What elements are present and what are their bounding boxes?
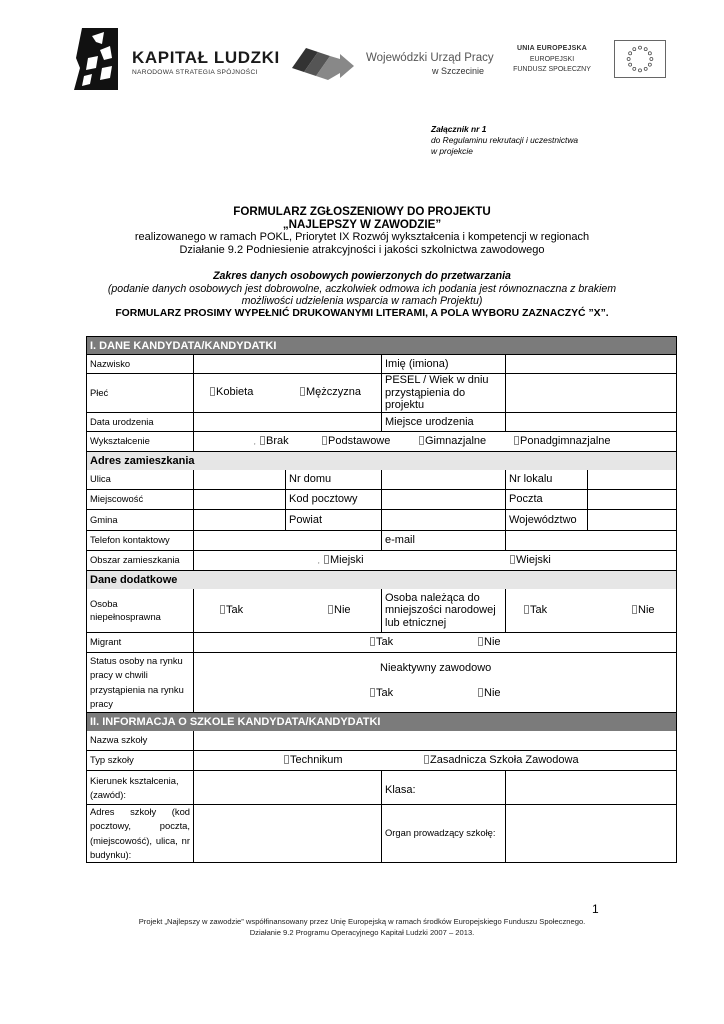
eu-flag-icon bbox=[614, 40, 666, 78]
application-form bbox=[86, 336, 677, 863]
footer-program-note: Działanie 9.2 Programu Operacyjnego Kapitał Ludzki 2007 – 2013. bbox=[249, 928, 475, 938]
county-label: Powiat bbox=[285, 510, 381, 530]
data-consent-note-2: możliwości udzielenia wsparcia w ramach Projektu) bbox=[241, 295, 483, 307]
migrant-options bbox=[193, 633, 676, 652]
commune-label: Gmina bbox=[90, 513, 118, 525]
school-name-field[interactable] bbox=[193, 731, 676, 750]
attachment-number: Załącznik nr 1 bbox=[431, 124, 487, 134]
school-type-label: Typ szkoły bbox=[90, 754, 134, 766]
birth-place-field[interactable] bbox=[505, 413, 676, 431]
gender-label: Płeć bbox=[90, 386, 109, 398]
birth-place-label: Miejsce urodzenia bbox=[381, 413, 505, 431]
additional-data-heading: Dane dodatkowe bbox=[87, 571, 676, 589]
checkbox-icon[interactable] bbox=[632, 605, 637, 614]
attachment-ref-2: w projekcie bbox=[431, 146, 473, 157]
wup-logo bbox=[292, 42, 492, 86]
minority-label: Osoba należąca do mniejszości narodowej lub etnicznej bbox=[381, 589, 505, 632]
disability-label: Osoba niepełnosprawna bbox=[90, 598, 161, 622]
inactive-no-option[interactable]: Nie bbox=[478, 687, 501, 700]
section-1-heading: I. DANE KANDYDATA/KANDYDATKI bbox=[87, 337, 676, 354]
postal-code-field[interactable] bbox=[381, 490, 505, 509]
school-vocational-option[interactable]: Zasadnicza Szkoła Zawodowa bbox=[424, 754, 579, 767]
labor-status-options bbox=[193, 653, 676, 712]
field-of-study-field[interactable] bbox=[193, 771, 381, 804]
gender-options bbox=[193, 374, 381, 412]
kapital-ludzki-subtitle: NARODOWA STRATEGIA SPÓJNOŚCI bbox=[132, 69, 258, 76]
checkbox-icon[interactable] bbox=[328, 605, 333, 614]
bullet-mark-icon: ‚ bbox=[254, 439, 256, 446]
checkbox-icon[interactable] bbox=[322, 436, 327, 445]
birth-date-field[interactable] bbox=[193, 413, 381, 431]
inactive-yes-option[interactable]: Tak bbox=[370, 687, 393, 700]
kapital-ludzki-emblem-icon bbox=[74, 28, 118, 90]
page-footer bbox=[80, 916, 644, 938]
wup-name: Wojewódzki Urząd Pracy bbox=[366, 52, 494, 64]
wup-city: w Szczecinie bbox=[432, 66, 485, 76]
post-office-label: Poczta bbox=[505, 490, 587, 509]
inactive-label: Nieaktywny zawodowo bbox=[380, 662, 492, 674]
checkbox-icon[interactable] bbox=[324, 555, 329, 564]
post-office-field[interactable] bbox=[587, 490, 676, 509]
attachment-ref: do Regulaminu rekrutacji i uczestnictwa bbox=[431, 135, 579, 146]
area-rural-option[interactable]: Wiejski bbox=[510, 554, 551, 567]
checkbox-icon[interactable] bbox=[220, 605, 225, 614]
checkbox-icon[interactable] bbox=[510, 555, 515, 564]
checkbox-icon[interactable] bbox=[478, 688, 483, 697]
city-field[interactable] bbox=[193, 490, 285, 509]
checkbox-icon[interactable] bbox=[514, 436, 519, 445]
data-scope-title: Zakres danych osobowych powierzonych do przetwarzania bbox=[213, 270, 511, 282]
school-address-label: Adres szkoły (kod pocztowy, poczta, (miejscowość), ulica, nr budynku): bbox=[90, 805, 190, 860]
data-consent-note-1: (podanie danych osobowych jest dobrowolne, aczkolwiek odmowa ich podania jest równoznaczna z brakiem bbox=[107, 282, 617, 295]
checkbox-icon[interactable] bbox=[284, 755, 289, 764]
flat-number-label: Nr lokalu bbox=[505, 470, 587, 489]
school-authority-field[interactable] bbox=[505, 805, 676, 862]
checkbox-icon[interactable] bbox=[424, 755, 429, 764]
form-header bbox=[86, 206, 638, 320]
education-middle-option[interactable]: Gimnazjalne bbox=[419, 435, 486, 448]
house-number-label: Nr domu bbox=[285, 470, 381, 489]
migrant-label: Migrant bbox=[90, 636, 122, 648]
school-type-options bbox=[193, 751, 676, 770]
commune-field[interactable] bbox=[193, 510, 285, 530]
checkbox-icon[interactable] bbox=[370, 688, 375, 697]
section-2-heading: II. INFORMACJA O SZKOLE KANDYDATA/KANDYDATKI bbox=[87, 713, 676, 731]
wup-emblem-icon bbox=[292, 42, 358, 82]
first-name-label: Imię (imiona) bbox=[381, 355, 505, 373]
minority-no-option[interactable]: Nie bbox=[632, 604, 655, 617]
phone-field[interactable] bbox=[193, 531, 381, 550]
checkbox-icon[interactable] bbox=[260, 436, 265, 445]
street-label: Ulica bbox=[90, 473, 111, 485]
checkbox-icon[interactable] bbox=[210, 387, 215, 396]
bullet-mark-icon: ‚ bbox=[318, 558, 320, 565]
footer-funding-note: Projekt „Najlepszy w zawodzie” współfinansowany przez Unię Europejską w ramach środków Europejskiego Funduszu Społecznego. bbox=[138, 917, 586, 926]
area-urban-option[interactable]: Miejski bbox=[324, 554, 364, 567]
house-number-field[interactable] bbox=[381, 470, 505, 489]
labor-status-label: Status osoby na rynku pracy w chwili przystąpienia na rynku pracy bbox=[90, 654, 184, 709]
gender-female-option[interactable]: Kobieta bbox=[210, 386, 253, 399]
education-primary-option[interactable]: Podstawowe bbox=[322, 435, 390, 448]
flat-number-field[interactable] bbox=[587, 470, 676, 489]
postal-code-label: Kod pocztowy bbox=[285, 490, 381, 509]
email-label: e-mail bbox=[381, 531, 505, 550]
migrant-no-option[interactable]: Nie bbox=[478, 636, 501, 649]
area-label: Obszar zamieszkania bbox=[90, 554, 180, 566]
gender-male-option[interactable]: Mężczyzna bbox=[300, 386, 361, 399]
voivodeship-label: Województwo bbox=[505, 510, 587, 530]
class-field[interactable] bbox=[505, 771, 676, 804]
attachment-note bbox=[431, 124, 578, 158]
program-line: realizowanego w ramach POKL, Priorytet IX Rozwój wykształcenia i kompetencji w regionach bbox=[134, 231, 590, 243]
class-label: Klasa: bbox=[381, 771, 505, 804]
voivodeship-field[interactable] bbox=[587, 510, 676, 530]
checkbox-icon[interactable] bbox=[478, 637, 483, 646]
county-field[interactable] bbox=[381, 510, 505, 530]
ue-logo bbox=[510, 40, 656, 80]
ue-fund-line2: FUNDUSZ SPOŁECZNY bbox=[513, 66, 591, 73]
kapital-ludzki-title: KAPITAŁ LUDZKI bbox=[132, 48, 280, 67]
education-none-option[interactable]: Brak bbox=[260, 435, 289, 448]
street-field[interactable] bbox=[193, 470, 285, 489]
area-options bbox=[193, 551, 676, 570]
education-options bbox=[193, 432, 676, 451]
phone-label: Telefon kontaktowy bbox=[90, 534, 170, 546]
email-field[interactable] bbox=[505, 531, 676, 550]
project-name: „NAJLEPSZY W ZAWODZIE” bbox=[282, 217, 442, 231]
ue-fund-line1: EUROPEJSKI bbox=[529, 55, 575, 63]
school-name-label: Nazwa szkoły bbox=[90, 734, 148, 746]
pesel-field[interactable] bbox=[505, 374, 676, 412]
address-heading: Adres zamieszkania bbox=[87, 452, 676, 470]
surname-field[interactable] bbox=[193, 355, 381, 373]
checkbox-icon[interactable] bbox=[370, 637, 375, 646]
education-secondary-option[interactable]: Ponadgimnazjalne bbox=[514, 435, 611, 448]
city-label: Miejscowość bbox=[90, 493, 144, 505]
fill-instruction: FORMULARZ PROSIMY WYPEŁNIĆ DRUKOWANYMI LITERAMI, A POLA WYBORU ZAZNACZYĆ ”X”. bbox=[115, 307, 609, 319]
measure-line: Działanie 9.2 Podniesienie atrakcyjności i jakości szkolnictwa zawodowego bbox=[179, 243, 545, 256]
checkbox-icon[interactable] bbox=[300, 387, 305, 396]
pesel-label: PESEL / Wiek w dniu przystąpienia do projektu bbox=[381, 374, 505, 412]
kapital-ludzki-logo bbox=[74, 28, 280, 92]
page-number: 1 bbox=[592, 902, 599, 916]
first-name-field[interactable] bbox=[505, 355, 676, 373]
ue-title: UNIA EUROPEJSKA bbox=[516, 45, 588, 52]
field-of-study-label: Kierunek kształcenia, (zawód): bbox=[90, 774, 179, 800]
minority-options bbox=[505, 589, 676, 632]
disability-options bbox=[193, 589, 381, 632]
checkbox-icon[interactable] bbox=[419, 436, 424, 445]
school-technical-option[interactable]: Technikum bbox=[284, 754, 343, 767]
school-authority-label: Organ prowadzący szkołę: bbox=[381, 805, 505, 862]
disability-no-option[interactable]: Nie bbox=[328, 604, 351, 617]
disability-yes-option[interactable]: Tak bbox=[220, 604, 243, 617]
minority-yes-option[interactable]: Tak bbox=[524, 604, 547, 617]
form-title: FORMULARZ ZGŁOSZENIOWY DO PROJEKTU bbox=[233, 205, 491, 218]
birth-date-label: Data urodzenia bbox=[90, 415, 154, 427]
migrant-yes-option[interactable]: Tak bbox=[370, 636, 393, 649]
surname-label: Nazwisko bbox=[90, 357, 131, 369]
school-address-field[interactable] bbox=[193, 805, 381, 862]
education-label: Wykształcenie bbox=[90, 435, 150, 447]
checkbox-icon[interactable] bbox=[524, 605, 529, 614]
